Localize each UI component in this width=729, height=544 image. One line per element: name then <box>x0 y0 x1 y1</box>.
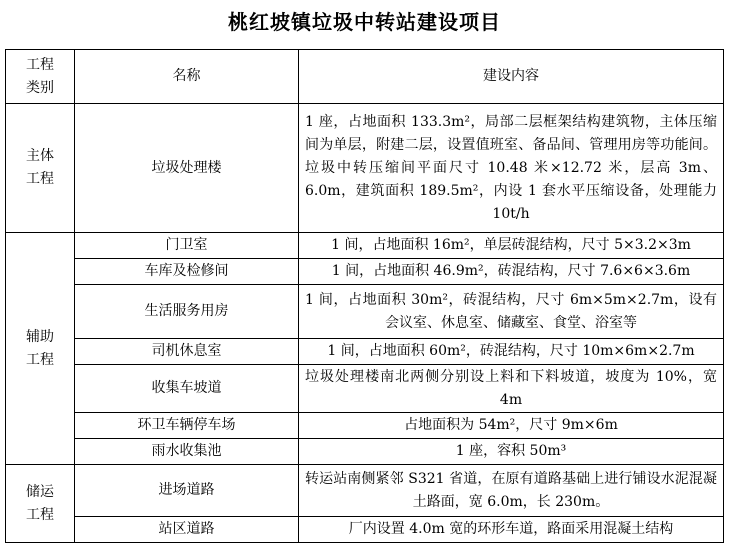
item-content: 1 座，占地面积 133.3m²，局部二层框架结构建筑物，主体压缩间为单层，附建二层，设置值班室、备品间、管理用房等功能间。垃圾中转压缩间平面尺寸 10.48 米×12.72 米，层高 3m、6.0m，建筑面积 189.5m²，内设 1 套水平压缩设备，处理能力 10t/h <box>299 104 724 233</box>
item-name: 垃圾处理楼 <box>75 104 299 233</box>
header-name: 名称 <box>75 50 299 104</box>
category-storage-line2: 工程 <box>26 506 54 523</box>
item-content: 1 座，容积 50m³ <box>299 439 724 465</box>
table-header-row <box>6 50 724 104</box>
category-aux-line2: 工程 <box>26 351 54 368</box>
category-main-line1: 主体 <box>26 148 54 164</box>
table-row <box>6 259 724 285</box>
item-name: 生活服务用房 <box>75 285 299 339</box>
item-name: 进场道路 <box>75 465 299 517</box>
item-content: 厂内设置 4.0m 宽的环形车道，路面采用混凝土结构 <box>299 517 724 543</box>
item-content: 1 间，占地面积 46.9m²，砖混结构，尺寸 7.6×6×3.6m <box>299 259 724 285</box>
table-row <box>6 439 724 465</box>
header-type-line2: 类别 <box>26 79 54 96</box>
item-name: 司机休息室 <box>75 339 299 365</box>
table-row <box>6 233 724 259</box>
category-aux-line1: 辅助 <box>26 328 54 345</box>
header-type <box>6 50 75 104</box>
category-storage <box>6 465 75 543</box>
item-content: 1 间，占地面积 16m²，单层砖混结构，尺寸 5×3.2×3m <box>299 233 724 259</box>
item-content: 1 间，占地面积 30m²，砖混结构，尺寸 6m×5m×2.7m，设有会议室、休息室、储藏室、食堂、浴室等 <box>299 285 724 339</box>
table-row <box>6 413 724 439</box>
table-row <box>6 365 724 413</box>
category-main-line2: 工程 <box>26 171 54 187</box>
project-table <box>5 49 724 543</box>
item-name: 雨水收集池 <box>75 439 299 465</box>
header-type-line1: 工程 <box>26 56 54 73</box>
category-main <box>6 104 75 233</box>
item-content: 占地面积为 54m²，尺寸 9m×6m <box>299 413 724 439</box>
item-content: 转运站南侧紧邻 S321 省道，在原有道路基础上进行铺设水泥混凝土路面，宽 6.0m，长 230m。 <box>299 465 724 517</box>
table-row <box>6 517 724 543</box>
table-row <box>6 339 724 365</box>
item-content: 1 间，占地面积 60m²，砖混结构，尺寸 10m×6m×2.7m <box>299 339 724 365</box>
category-storage-line1: 储运 <box>26 483 54 500</box>
category-aux <box>6 233 75 465</box>
page-title: 桃红坡镇垃圾中转站建设项目 <box>228 10 501 34</box>
item-name: 环卫车辆停车场 <box>75 413 299 439</box>
item-name: 收集车坡道 <box>75 365 299 413</box>
table-row <box>6 104 724 233</box>
header-content: 建设内容 <box>299 50 724 104</box>
item-content: 垃圾处理楼南北两侧分别设上料和下料坡道，坡度为 10%，宽 4m <box>299 365 724 413</box>
item-name: 门卫室 <box>75 233 299 259</box>
table-row <box>6 465 724 517</box>
item-name: 车库及检修间 <box>75 259 299 285</box>
item-name: 站区道路 <box>75 517 299 543</box>
table-row <box>6 285 724 339</box>
